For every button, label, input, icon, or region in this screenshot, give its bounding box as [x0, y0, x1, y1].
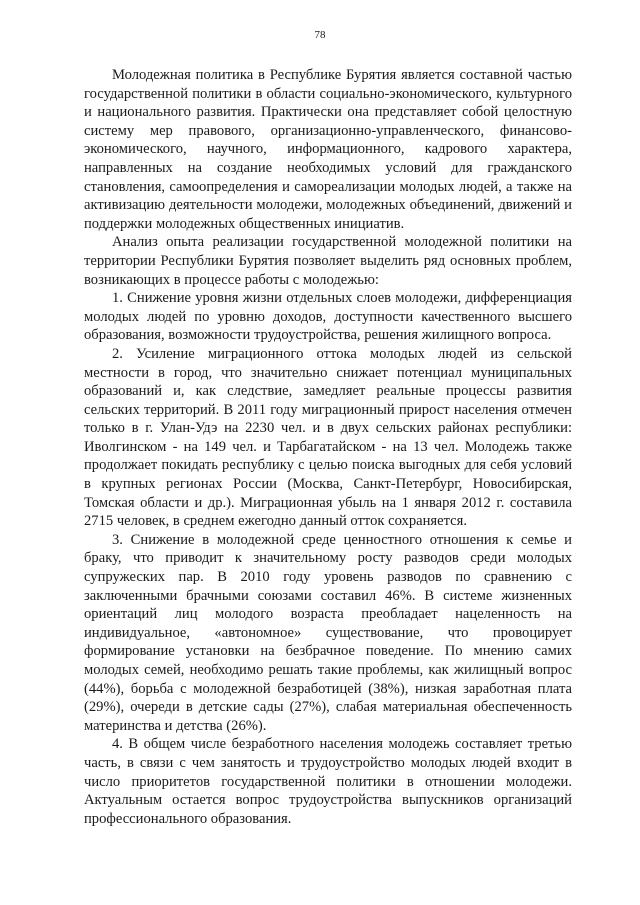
paragraph-problem-4: 4. В общем числе безработного населения молодежь составляет третью часть, в связи с чем занятость и трудоустройство молодых людей входит в число приоритетов государственной политики в отношении молодежи. Актуальным остается вопрос трудоустройства выпускников организаций профессионального образования. — [84, 736, 572, 827]
paragraph-youth-policy-intro: Молодежная политика в Республике Бурятия является составной частью государственной политики в области социально-экономического, культурного и национального развития. Практически она представляет собой целостную систему мер правового, организационно-управленческого, финансово-экономического, научного, информационного, кадрового характера, направленных на создание необходимых условий для гражданского становления, самоопределения и самореализации молодых людей, а также на активизацию деятельности молодежи, молодежных объединений, движений и поддержки молодежных общественных инициатив. — [84, 67, 572, 232]
paragraph-analysis-intro: Анализ опыта реализации государственной молодежной политики на территории Республики Бурятия позволяет выделить ряд основных проблем, возникающих в процессе работы с молодежью: — [84, 234, 572, 288]
paragraph-problem-1: 1. Снижение уровня жизни отдельных слоев молодежи, дифференциация молодых людей по уровню доходов, доступности качественного высшего образования, возможности трудоустройства, решения жилищного вопроса. — [84, 290, 572, 344]
paragraph-problem-2: 2. Усиление миграционного оттока молодых людей из сельской местности в город, что значительно снижает потенциал муниципальных образований и, как следствие, замедляет реальные процессы развития сельских территорий. В 2011 году миграционный прирост населения отмечен только в г. Улан-Удэ на 2230 чел. и в двух сельских районах республики: Иволгинском - на 149 чел. и Тарбагатайском - на 13 чел. Молодежь также продолжает покидать республику с целью поиска выгодных для себя условий в крупных регионах России (Москва, Санкт-Петербург, Новосибирская, Томская области и др.). Миграционная убыль на 1 января 2012 г. составила 2715 человек, в среднем ежегодно данный отток сохраняется. — [84, 345, 572, 530]
paragraph-problem-3: 3. Снижение в молодежной среде ценностного отношения к семье и браку, что приводит к значительному росту разводов среди молодых супружеских пар. В 2010 году уровень разводов по сравнению с заключенными брачными союзами составил 46%. В системе жизненных ориентаций лиц молодого возраста преобладает нацеленность на индивидуальное, «автономное» существование, что провоцирует формирование установки на безбрачное поведение. По мнению самих молодых семей, необходимо решать такие проблемы, как жилищный вопрос (44%), борьба с молодежной безработицей (38%), низкая заработная плата (29%), очереди в детские сады (27%), слабая материальная обеспеченность материнства и детства (26%). — [84, 531, 572, 734]
page-number: 78 — [314, 29, 326, 41]
document-body — [84, 66, 572, 828]
